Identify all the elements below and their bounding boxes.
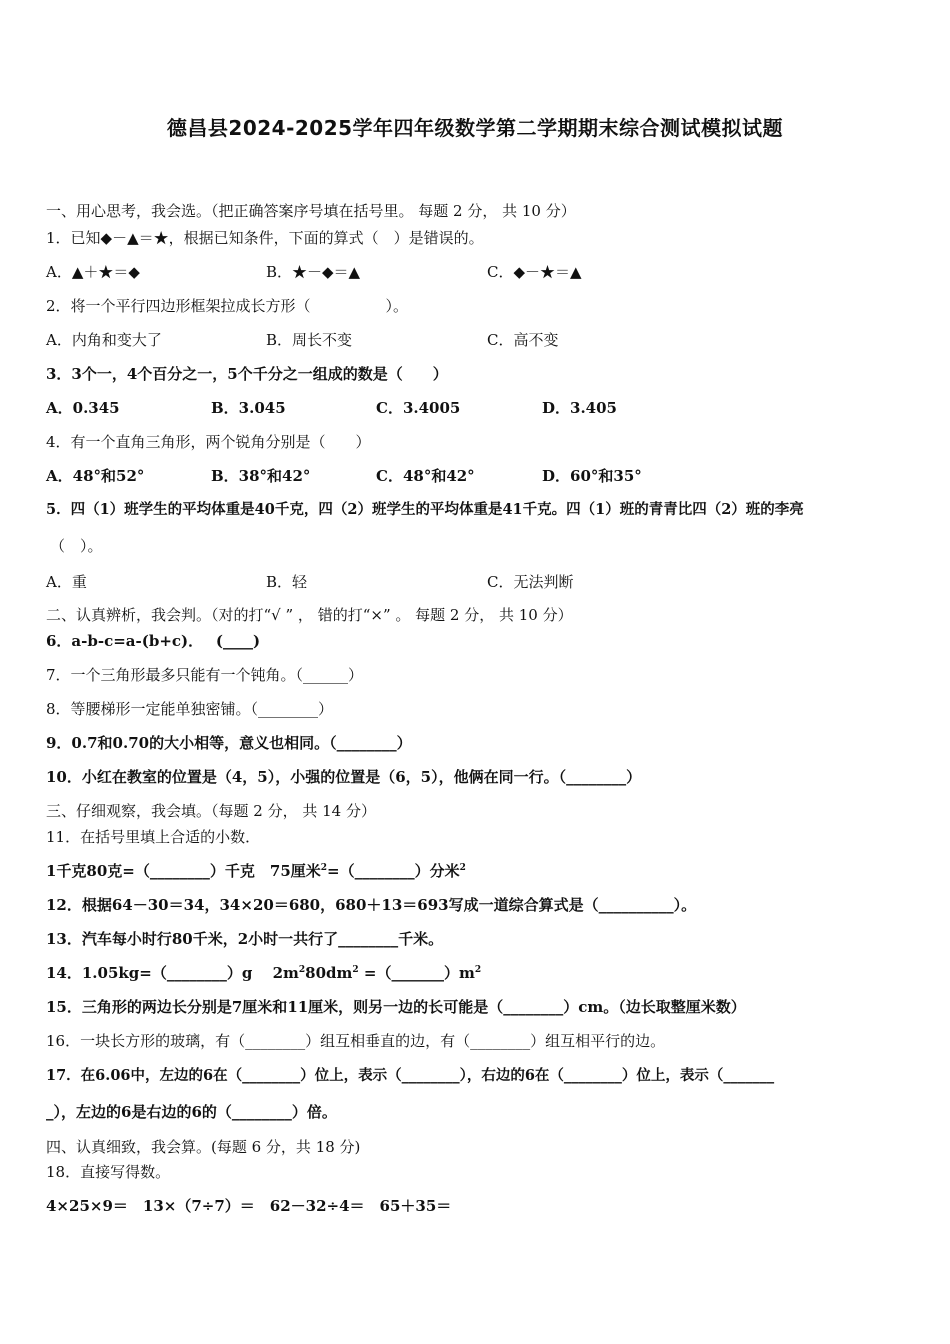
question-5-blank: （ ）。: [50, 537, 103, 555]
question-10: 10．小红在教室的位置是（4，5），小强的位置是（6，5），他俩在同一行。（________）: [46, 768, 642, 786]
question-15: 15．三角形的两边长分别是7厘米和11厘米，则另一边的长可能是（________）cm。（边长取整厘米数）: [46, 998, 746, 1016]
question-14-sup-3: 2: [474, 965, 482, 975]
question-11-stem: 11．在括号里填上合适的小数．: [46, 828, 261, 846]
section-2-heading: 二、认真辨析，我会判。（对的打“√ ” ， 错的打“×” 。 每题 2 分， 共 10 分）: [46, 606, 573, 624]
question-18-stem: 18．直接写得数。: [46, 1163, 171, 1181]
question-11-sup-1: 2: [320, 863, 328, 873]
question-4-option-c: C．48°和42°: [376, 467, 475, 485]
question-3-stem: 3．3个一，4个百分之一，5个千分之一组成的数是（ ）: [46, 365, 448, 383]
question-14-part-3: =（_______）m: [358, 964, 475, 982]
question-5-option-c: C．无法判断: [487, 573, 574, 591]
question-3-option-b: B．3.045: [211, 399, 286, 417]
question-1-option-a: A．▲＋★＝◆: [46, 263, 140, 281]
question-4-stem: 4．有一个直角三角形，两个锐角分别是（ ）: [46, 433, 371, 451]
question-3-option-d: D．3.405: [542, 399, 617, 417]
question-5-stem: 5．四（1）班学生的平均体重是40千克，四（2）班学生的平均体重是41千克。四（1）班的青青比四（2）班的李亮: [46, 501, 804, 518]
question-18-items: 4×25×9＝ 13×（7÷7）＝ 62－32÷4＝ 65＋35＝: [46, 1197, 452, 1215]
question-14-part-2: 80dm: [305, 964, 353, 982]
question-9: 9．0.7和0.70的大小相等，意义也相同。（________）: [46, 734, 412, 752]
question-14-sup-2: 2: [352, 965, 359, 975]
question-6: 6．a-b-c=a-(b+c)． (____): [46, 632, 261, 650]
question-12: 12．根据64－30＝34，34×20＝680，680＋13＝693写成一道综合算式是（__________）。: [46, 896, 697, 914]
section-3-heading: 三、仔细观察，我会填。（每题 2 分， 共 14 分）: [46, 802, 376, 820]
question-8: 8．等腰梯形一定能单独密铺。（________）: [46, 700, 334, 718]
question-2-stem: 2．将一个平行四边形框架拉成长方形（ ）。: [46, 297, 409, 315]
question-1-stem: 1．已知◆－▲＝★，根据已知条件，下面的算式（ ）是错误的。: [46, 229, 484, 247]
question-16: 16．一块长方形的玻璃，有（________）组互相垂直的边，有（________）组互相平行的边。: [46, 1032, 666, 1050]
question-14-part-1: 14．1.05kg=（________）g 2m: [46, 964, 299, 982]
section-4-heading: 四、认真细致，我会算。(每题 6 分，共 18 分): [46, 1138, 361, 1156]
question-5-option-b: B．轻: [266, 573, 308, 591]
question-11-sup-2: 2: [459, 863, 466, 873]
question-17-line-2: _），左边的6是右边的6的（________）倍。: [46, 1103, 337, 1121]
question-11-part-b: =（________）分米: [327, 862, 460, 880]
question-2-option-a: A．内角和变大了: [46, 331, 162, 349]
question-5-option-a: A．重: [46, 573, 87, 591]
question-2-option-b: B．周长不变: [266, 331, 353, 349]
question-3-option-c: C．3.4005: [376, 399, 461, 417]
question-7: 7．一个三角形最多只能有一个钝角。（______）: [46, 666, 364, 684]
question-4-option-d: D．60°和35°: [542, 467, 642, 485]
question-3-option-a: A．0.345: [46, 399, 120, 417]
question-4-option-b: B．38°和42°: [211, 467, 311, 485]
question-14-sup-1: 2: [298, 965, 306, 975]
question-2-option-c: C．高不变: [487, 331, 559, 349]
question-11-items: [46, 861, 466, 881]
question-13: 13．汽车每小时行80千米，2小时一共行了________千米。: [46, 930, 444, 948]
exam-title: 德昌县2024-2025学年四年级数学第二学期期末综合测试模拟试题: [166, 116, 784, 140]
question-17-line-1: 17．在6.06中，左边的6在（________）位上，表示（________），右边的6在（________）位上，表示（_______: [46, 1067, 775, 1084]
question-11-part-a: 1千克80克=（________）千克 75厘米: [46, 862, 321, 880]
question-1-option-b: B．★－◆＝▲: [266, 263, 361, 281]
question-4-option-a: A．48°和52°: [46, 467, 145, 485]
section-1-heading: 一、用心思考，我会选。（把正确答案序号填在括号里。 每题 2 分， 共 10 分）: [46, 202, 576, 220]
question-14: [46, 963, 481, 983]
question-1-option-c: C．◆－★＝▲: [487, 263, 582, 281]
